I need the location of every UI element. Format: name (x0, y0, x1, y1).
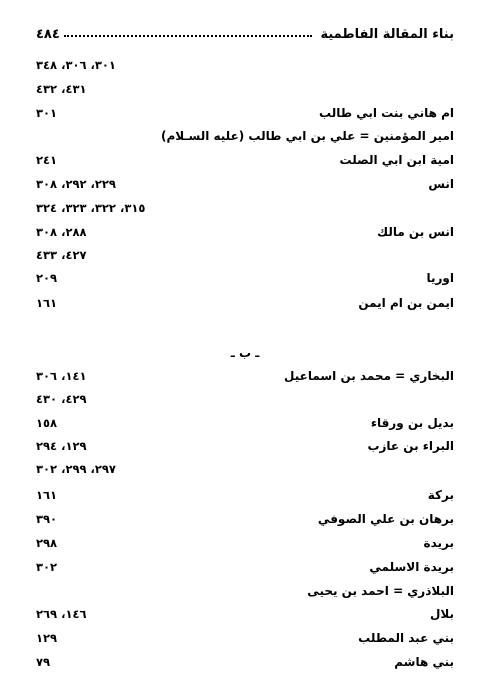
index-entry (36, 488, 454, 506)
entry-pages: ٣٠٢ (36, 560, 58, 574)
index-entry (36, 439, 454, 457)
index-entry (36, 82, 454, 100)
index-entry (36, 129, 454, 147)
index-entry (36, 512, 454, 530)
entry-pages: ٣٩٠ (36, 512, 58, 526)
entry-pages: ١٢٩ (36, 631, 58, 645)
entry-name: انس (428, 177, 454, 191)
index-entry (36, 177, 454, 195)
leader-dots (64, 35, 313, 37)
index-entry (36, 416, 454, 434)
index-entry (36, 631, 454, 649)
entry-name: بريدة الاسلمي (369, 560, 454, 574)
entry-pages: ٢٩٧، ٢٩٩، ٣٠٢ (36, 462, 116, 476)
entry-name: بديل بن ورقاء (370, 416, 454, 430)
index-entry (36, 584, 454, 602)
entry-pages: ٤٢٩، ٤٣٠ (36, 392, 87, 406)
index-entry (36, 536, 454, 554)
entry-pages: ٧٩ (36, 655, 51, 669)
entry-name: اوريا (426, 271, 454, 285)
entry-pages: ٤٣١، ٤٣٢ (36, 82, 87, 96)
index-entry (36, 655, 454, 673)
entry-name: امية ابن ابي الصلت (339, 153, 454, 167)
index-entry (36, 369, 454, 387)
entry-pages: ١٦١ (36, 488, 58, 502)
entry-name: البلاذري = احمد بن يحيى (307, 584, 454, 598)
entry-pages: ٣٠١، ٣٠٦، ٣٤٨ (36, 58, 116, 72)
index-entry (36, 271, 454, 289)
entry-pages: ٢٩٨ (36, 536, 58, 550)
entry-pages: ١٦١ (36, 296, 58, 310)
index-entry (36, 201, 454, 219)
entry-pages: ٢٠٩ (36, 271, 58, 285)
entry-name: بني هاشم (394, 655, 454, 669)
index-entry (36, 462, 454, 480)
index-entry (36, 560, 454, 578)
index-entry (36, 607, 454, 625)
entry-pages: ١٤٦، ٢٦٩ (36, 607, 87, 621)
entry-pages: ١٤١، ٣٠٦ (36, 369, 87, 383)
entry-name: بني عبد المطلب (358, 631, 454, 645)
index-entry (36, 153, 454, 171)
entry-name: بريدة (423, 536, 454, 550)
running-title: بناء المقالة الفاطمية (320, 27, 454, 42)
index-entry (36, 248, 454, 266)
entry-name: امير المؤمنين = علي بن ابي طالب (عليه السـلام) (161, 129, 454, 143)
entry-name: انس بن مالك (377, 225, 454, 239)
entry-pages: ٣١٥، ٣٢٢، ٣٢٣، ٣٢٤ (36, 201, 146, 215)
index-entry (36, 58, 454, 76)
entry-pages: ٢٤١ (36, 153, 58, 167)
entry-pages: ٢٨٨، ٣٠٨ (36, 225, 87, 239)
entry-name: ام هاني بنت ابي طالب (319, 106, 454, 120)
entry-pages: ٤٢٧، ٤٣٣ (36, 248, 87, 262)
entry-pages: ٣٠١ (36, 106, 58, 120)
section-letter: ـ ب ـ (230, 346, 260, 360)
entry-name: بلال (429, 607, 454, 621)
entry-name: برهان بن علي الصوفي (317, 512, 454, 526)
index-entry (36, 296, 454, 314)
entry-pages: ٢٢٩، ٢٩٢، ٣٠٨ (36, 177, 116, 191)
entry-pages: ١٥٨ (36, 416, 58, 430)
entry-name: البراء بن عازب (367, 439, 454, 453)
entry-name: بركة (427, 488, 454, 502)
page-number: ٤٨٤ (36, 27, 60, 42)
index-entry (36, 225, 454, 243)
index-entry (36, 392, 454, 410)
entry-name: ايمن بن ام ايمن (358, 296, 454, 310)
index-entry (36, 106, 454, 124)
entry-pages: ١٢٩، ٢٩٤ (36, 439, 87, 453)
page-header (36, 20, 454, 42)
entry-name: البخاري = محمد بن اسماعيل (284, 369, 454, 383)
